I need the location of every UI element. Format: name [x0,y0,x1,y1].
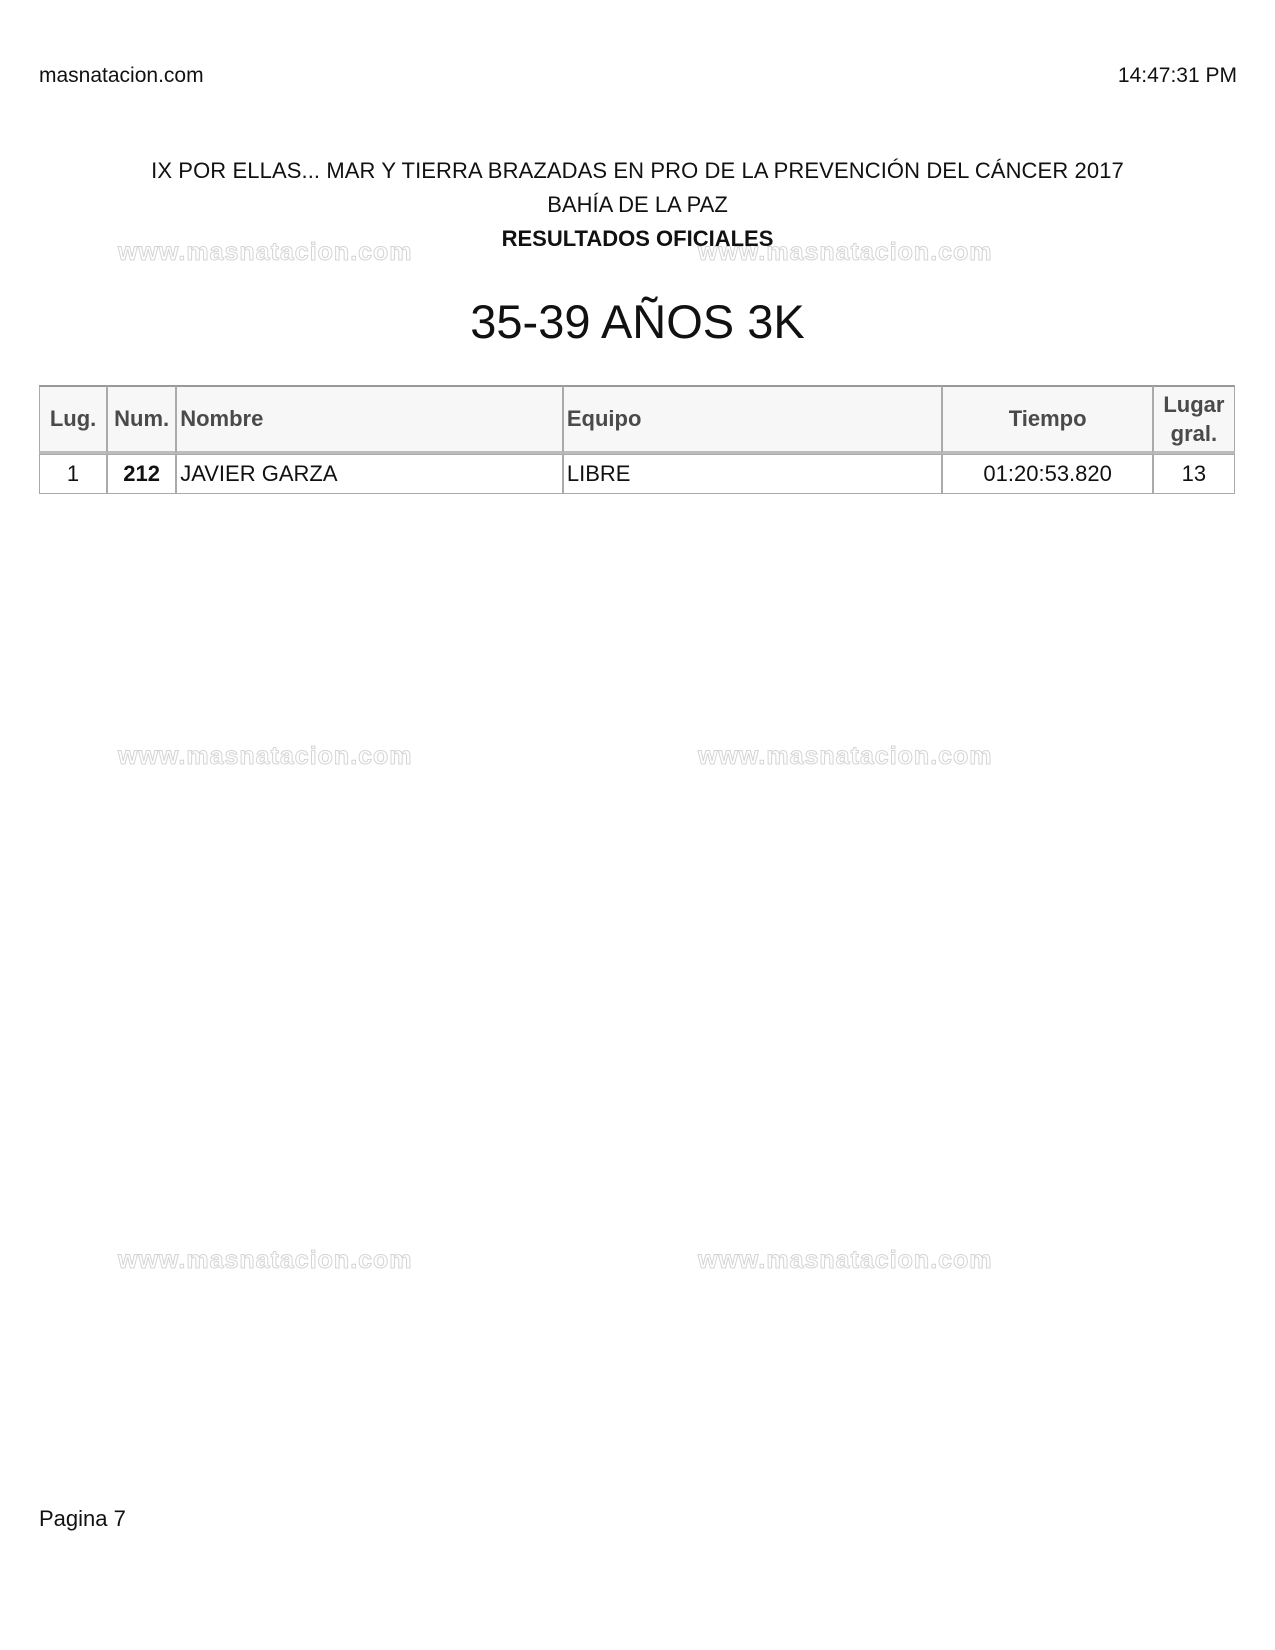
table-row [39,454,1235,494]
category-title: 35-39 AÑOS 3K [470,295,805,348]
cell-lug: 1 [39,454,107,494]
column-header-lug: Lug. [39,385,107,454]
cell-equipo: LIBRE [563,454,943,494]
cell-num: 212 [107,454,176,494]
watermark: www.masnatacion.com [698,238,993,266]
column-header-lugar-gral-line1: Lugar [1163,392,1225,417]
results-label: RESULTADOS OFICIALES [501,226,774,251]
table-header-row [39,385,1235,454]
watermark: www.masnatacion.com [118,1246,413,1274]
event-title: IX POR ELLAS... MAR Y TIERRA BRAZADAS EN PRO DE LA PREVENCIÓN DEL CÁNCER 2017 [151,158,1124,183]
cell-tiempo: 01:20:53.820 [942,454,1152,494]
event-location: BAHÍA DE LA PAZ [547,192,728,217]
column-header-tiempo: Tiempo [942,385,1152,454]
column-header-lugar-gral-line2: gral. [1170,421,1218,446]
column-header-nombre: Nombre [176,385,563,454]
column-header-num: Num. [107,385,176,454]
column-header-lugar-gral [1153,385,1235,454]
cell-lugar-gral: 13 [1153,454,1235,494]
results-table [39,385,1235,494]
watermark: www.masnatacion.com [698,1246,993,1274]
watermark: www.masnatacion.com [118,742,413,770]
site-name: masnatacion.com [39,64,204,87]
print-time: 14:47:31 PM [1117,64,1237,87]
page-number: Pagina 7 [39,1506,126,1531]
watermark: www.masnatacion.com [118,238,413,266]
watermark: www.masnatacion.com [698,742,993,770]
cell-nombre: JAVIER GARZA [176,454,563,494]
column-header-equipo: Equipo [563,385,943,454]
